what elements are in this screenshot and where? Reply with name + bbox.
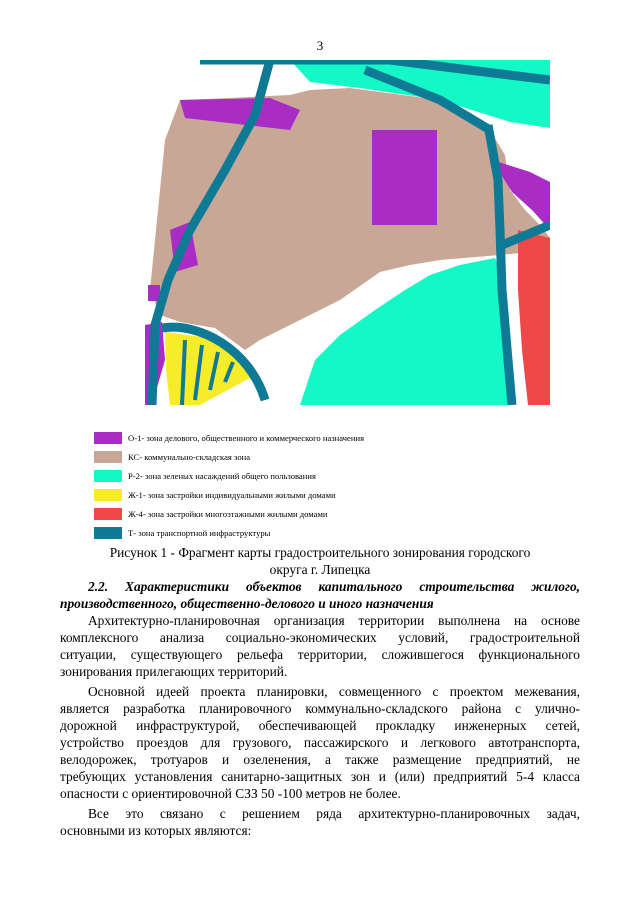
paragraph-line: Все это связано с решением ряда архитектурно-планировочных задач, [88,806,580,821]
legend-item [94,447,514,466]
paragraph-line: Архитектурно-планировочная организация территории выполнена на основе [88,613,580,628]
zone-business-large [372,130,437,225]
paragraph-line: зонирования прилегающих территорий. [60,664,288,679]
caption-line: округа г. Липецка [269,562,371,577]
paragraph-line: комплексного анализа социально-экономических условий, градостроительной [60,630,580,645]
legend-label: Ж-1- зона застройки индивидуальными жилыми домами [128,489,336,500]
section-heading-line: производственного, общественно-делового и иного назначения [60,596,434,611]
paragraph-line: является разработка планировочного коммунально-складского района с улично- [60,701,580,716]
paragraph-line: ситуации, существующего рельефа территории, сложившегося функционального [60,647,580,662]
caption-line: Рисунок 1 - Фрагмент карты градостроительного зонирования городского [109,545,531,560]
legend-label: Т- зона транспортной инфраструктуры [128,527,271,538]
section-heading [60,578,580,612]
zone-multistory-housing [518,230,550,405]
paragraph-line: опасности с ориентировочной СЗЗ 50 -100 метров не более. [60,786,401,801]
paragraph-line: велодорожек, тротуаров и озеленения, а также размещение предприятий, не [60,752,580,767]
legend-item [94,466,514,485]
legend-label: Р-2- зона зеленых насаждений общего пользования [128,470,316,481]
legend-swatch [94,432,122,444]
legend-swatch [94,451,122,463]
paragraph-line: устройство проездов для грузового, пассажирского и легкового автотранспорта, [60,735,580,750]
legend-item [94,523,514,542]
legend-label: КС- коммунально-складская зона [128,451,251,462]
zoning-map [140,60,550,405]
legend-swatch [94,508,122,520]
paragraph-line: основными из которых являются: [60,823,252,838]
legend-swatch [94,489,122,501]
legend-item [94,428,514,447]
map-legend [94,428,514,542]
legend-swatch [94,470,122,482]
page-number: 3 [316,38,324,53]
figure-caption [60,544,580,578]
legend-swatch [94,527,122,539]
legend-item [94,504,514,523]
section-heading-line: 2.2. Характеристики объектов капитального строительства жилого, [88,579,580,594]
paragraph-line: требующих установления санитарно-защитных зон и (или) предприятий 5-4 класса [60,769,580,784]
paragraph [60,683,580,802]
paragraph [60,805,580,839]
legend-label: О-1- зона делового, общественного и коммерческого назначения [128,432,365,443]
paragraph-line: Основной идеей проекта планировки, совмещенного с проектом межевания, [88,684,580,699]
legend-item [94,485,514,504]
paragraph-line: дорожной инфраструктурой, обеспечивающей прокладку инженерных сетей, [60,718,580,733]
legend-label: Ж-4- зона застройки многоэтажными жилыми домами [128,508,328,519]
paragraph [60,612,580,680]
